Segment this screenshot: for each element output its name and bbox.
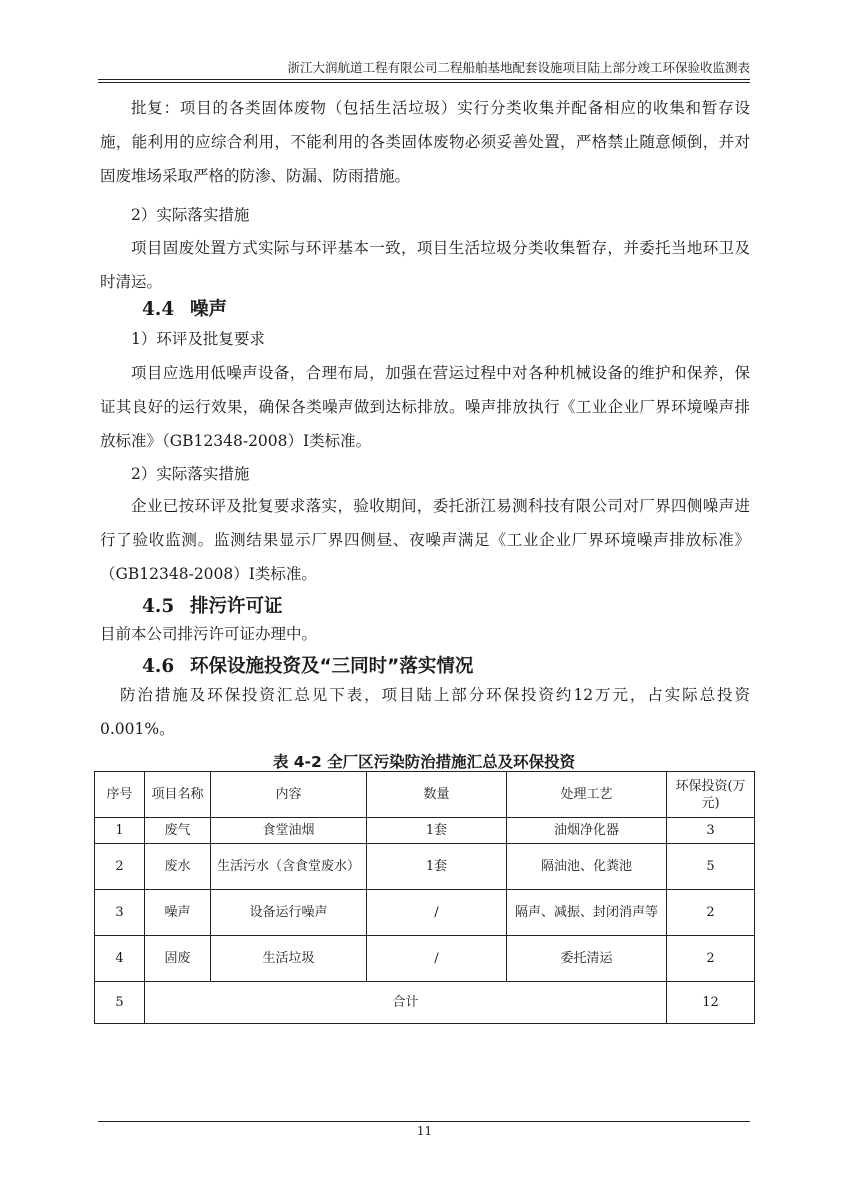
solid-waste-measures-label: 2）实际落实措施 — [131, 206, 250, 224]
section-number: 4.6 — [142, 656, 175, 677]
table-cell: 3 — [95, 890, 145, 936]
table-cell: / — [367, 936, 507, 982]
header-cell: 序号 — [95, 772, 145, 818]
table-cell: 2 — [667, 890, 755, 936]
noise-requirements-label: 1）环评及批复要求 — [131, 330, 265, 348]
permit-paragraph: 目前本公司排污许可证办理中。 — [100, 625, 318, 643]
table-cell: 设备运行噪声 — [211, 890, 367, 936]
noise-requirements-paragraph: 项目应选用低噪声设备，合理布局，加强在营运过程中对各种机械设备的维护和保养，保证其良好的运行效果，确保各类噪声做到达标排放。噪声排放执行《工业企业厂界环境噪声排放标准》（GB12348-2008）Ⅰ类标准。 — [100, 364, 750, 450]
table-cell: 1 — [95, 818, 145, 844]
section-number: 4.5 — [142, 596, 175, 617]
section-4-6-heading — [142, 654, 473, 680]
noise-measures-paragraph: 企业已按环评及批复要求落实，验收期间，委托浙江易测科技有限公司对厂界四侧噪声进行了验收监测。监测结果显示厂界四侧昼、夜噪声满足《工业企业厂界环境噪声排放标准》（GB12348-2008）Ⅰ类标准。 — [100, 497, 750, 583]
table-cell: 1套 — [367, 844, 507, 890]
table-cell: 固废 — [145, 936, 211, 982]
solid-waste-measures-paragraph: 项目固废处置方式实际与环评基本一致，项目生活垃圾分类收集暂存，并委托当地环卫及时清运。 — [100, 239, 750, 291]
section-number: 4.4 — [142, 299, 175, 320]
table-cell: 隔油池、化粪池 — [507, 844, 667, 890]
table-cell: 油烟净化器 — [507, 818, 667, 844]
header-cell: 处理工艺 — [507, 772, 667, 818]
table-cell: 隔声、减振、封闭消声等 — [507, 890, 667, 936]
table-cell: / — [367, 890, 507, 936]
noise-measures-label: 2）实际落实措施 — [131, 465, 250, 483]
section-title: 排污许可证 — [190, 596, 283, 617]
table-cell: 生活垃圾 — [211, 936, 367, 982]
table-cell: 1套 — [367, 818, 507, 844]
approval-paragraph: 批复：项目的各类固体废物（包括生活垃圾）实行分类收集并配备相应的收集和暂存设施，能利用的应综合利用，不能利用的各类固体废物必须妥善处置，严格禁止随意倾倒，并对固废堆场采取严格的防渗、防漏、防雨措施。 — [100, 99, 750, 185]
table-cell: 废水 — [145, 844, 211, 890]
table-cell: 4 — [95, 936, 145, 982]
section-title: 噪声 — [190, 299, 228, 320]
total-label: 合计 — [145, 982, 667, 1024]
table-total-row — [95, 982, 755, 1024]
page-number: 11 — [416, 1124, 433, 1138]
table-cell: 5 — [667, 844, 755, 890]
table-row — [95, 890, 755, 936]
table-cell: 食堂油烟 — [211, 818, 367, 844]
investment-paragraph: 防治措施及环保投资汇总见下表，项目陆上部分环保投资约12万元，占实际总投资0.001%。 — [100, 686, 750, 738]
section-4-4-heading — [142, 297, 227, 323]
table-cell: 生活污水（含食堂废水） — [211, 844, 367, 890]
table-cell: 2 — [95, 844, 145, 890]
table-cell: 废气 — [145, 818, 211, 844]
header-cell: 环保投资(万元) — [667, 772, 755, 818]
table-cell: 噪声 — [145, 890, 211, 936]
footer-divider — [98, 1121, 750, 1122]
header-title: 浙江大润航道工程有限公司二程船舶基地配套设施项目陆上部分竣工环保验收监测表 — [287, 60, 750, 75]
header-cell: 项目名称 — [145, 772, 211, 818]
table-cell: 2 — [667, 936, 755, 982]
investment-table — [94, 771, 755, 1024]
section-4-5-heading — [142, 594, 283, 620]
page-header — [98, 60, 750, 80]
table-row — [95, 818, 755, 844]
header-cell: 内容 — [211, 772, 367, 818]
table-cell: 3 — [667, 818, 755, 844]
table-caption: 表 4-2 全厂区污染防治措施汇总及环保投资 — [272, 753, 576, 771]
table-header-row — [95, 772, 755, 818]
header-cell: 数量 — [367, 772, 507, 818]
table-row — [95, 936, 755, 982]
section-title: 环保设施投资及“三同时”落实情况 — [190, 656, 474, 677]
table-cell: 5 — [95, 982, 145, 1024]
total-value: 12 — [667, 982, 755, 1024]
table-cell: 委托清运 — [507, 936, 667, 982]
table-row — [95, 844, 755, 890]
